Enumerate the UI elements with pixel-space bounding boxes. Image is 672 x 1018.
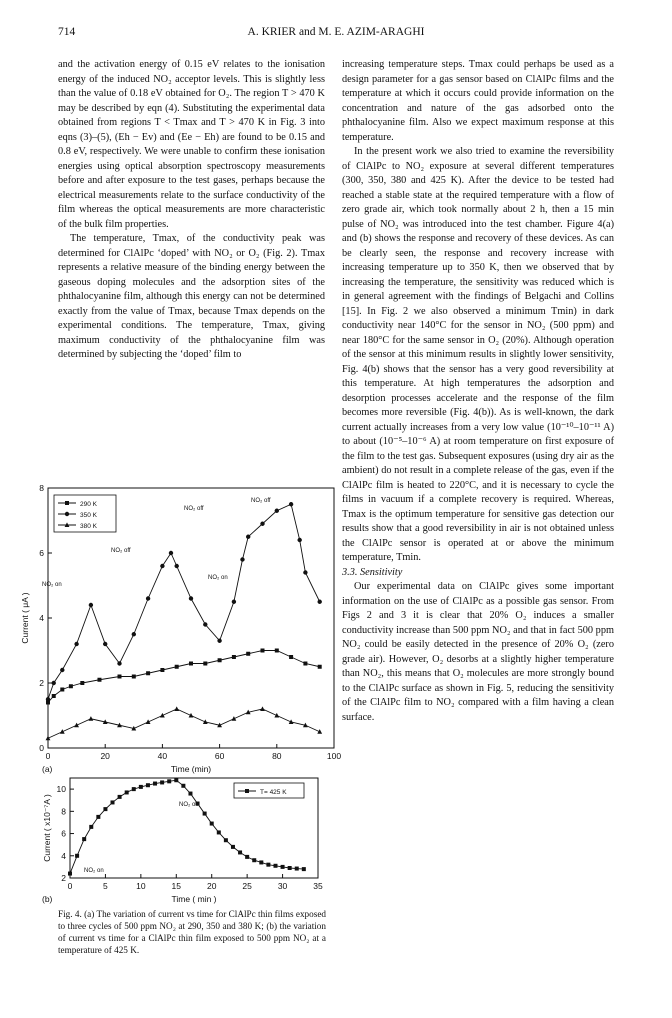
data-point <box>260 706 265 711</box>
data-point <box>46 697 50 701</box>
data-point <box>188 792 192 796</box>
data-point <box>160 564 164 568</box>
data-point <box>169 551 173 555</box>
data-point <box>231 845 235 849</box>
data-point <box>245 855 249 859</box>
data-point <box>146 783 150 787</box>
data-point <box>224 838 228 842</box>
data-point <box>69 684 73 688</box>
x-tick-label: 30 <box>277 881 288 891</box>
panel-label: (b) <box>42 894 53 904</box>
right-column <box>342 58 614 725</box>
data-point <box>82 837 86 841</box>
y-tick-label: 6 <box>39 548 44 558</box>
data-point <box>117 661 121 665</box>
data-point <box>132 787 136 791</box>
left-paragraph-2: The temperature, Tmax, of the conductivity peak was determined for ClAlPc ‘doped’ with NO₂ or O₂ (Fig. 2). Tmax represents a relative measure of the binding energy between the gaseous doping molecules and the adsorption sites of the phthalocyanine film, although this energy can not be determined exactly from the value of Tmax, because Tmax depends on the experimental conditions. The temperature, Tmax, giving maximum conductivity of the phthalocyanine film was determined by subjecting the ‘doped’ film to <box>58 233 325 360</box>
data-point <box>146 596 150 600</box>
data-point <box>74 642 78 646</box>
data-point <box>203 812 207 816</box>
data-point <box>96 815 100 819</box>
data-point <box>238 850 242 854</box>
data-point <box>89 825 93 829</box>
data-point <box>261 649 265 653</box>
data-point <box>80 681 84 685</box>
data-point <box>175 564 179 568</box>
annotation: NO₂ on <box>208 575 228 581</box>
x-tick-label: 5 <box>103 881 108 891</box>
x-tick-label: 20 <box>206 881 217 891</box>
x-axis-label: Time (min) <box>170 764 212 774</box>
right-paragraph-2: In the present work we also tried to examine the reversibility of ClAlPc to NO₂ exposure at several different temperatures (300, 350, 380 and 425 K). After the device to be tested had reached a stable state at the required temperature with a flow of zero grade air, which took normally about 2 h, then a 15 min pulse of NO₂ was introduced into the test chamber. Figure 4(a) and (b) shows the response and recovery of these devices. As can be clearly seen, the response and recovery increase with increasing temperature up to 350 K, then we observed that by increasing the temperature, the sensitivity was reduced which is in general agreement with the findings of Belgachi and Collins [15]. In Fig. 2 we also observed a minimum Tmin) in dark conductivity near 140°C for the sensor in NO₂ (500 ppm) and near 180°C for the same sensor in O₂ (20%). Although operation of the sensor at this minimum results in slightly lower sensitivity, Fig. 4(b) shows that the sensor has a very good reversibility at this temperature. At high temperatures the adsorption and desorption processes accelerate and the response of the film becomes more reversible (Fig. 4(b)). As is well-known, the dark current actually increases from a very low value (10⁻¹⁰–10⁻¹¹ A) to about (10⁻⁵–10⁻⁶ A) at room temperature on first exposure of the film to the test gas. Subsequent exposures (using dry air as the ambient) do not result in a complete release of the gas, even if the ClAlPc film is heated to 220°C, and it is necessary to cycle the films in vacuum if a complete recovery is required. Whereas, Tmax is the optimum temperature for sensitive gas detection our results show that a good reversibility in air is not obtained unless the ClAlPc sensor is operated at or above the minimum temperature, Tmin. <box>342 146 614 563</box>
y-tick-label: 2 <box>61 873 66 883</box>
data-point <box>174 778 178 782</box>
left-column <box>58 58 325 363</box>
legend-marker <box>65 501 69 505</box>
data-point <box>125 790 129 794</box>
legend-label: 290 K <box>80 501 97 508</box>
data-point <box>189 596 193 600</box>
data-point <box>260 522 264 526</box>
x-tick-label: 60 <box>214 751 225 761</box>
legend-label: 350 K <box>80 512 97 519</box>
data-point <box>232 655 236 659</box>
x-tick-label: 35 <box>313 881 323 891</box>
data-point <box>275 649 279 653</box>
data-point <box>68 872 72 876</box>
annotation: NO₂ on <box>42 582 62 588</box>
data-point <box>210 822 214 826</box>
data-point <box>132 675 136 679</box>
annotation: NO₂ off <box>111 548 131 554</box>
annotation: NO₂ on <box>84 868 104 874</box>
data-point <box>246 535 250 539</box>
data-point <box>160 780 164 784</box>
legend-label: 380 K <box>80 523 97 530</box>
series-line <box>48 709 320 738</box>
x-tick-label: 0 <box>45 751 51 761</box>
data-point <box>240 557 244 561</box>
series-line <box>48 651 320 703</box>
series-line <box>48 504 320 699</box>
data-point <box>52 694 56 698</box>
data-point <box>303 570 307 574</box>
x-axis-label: Time ( min ) <box>171 894 217 904</box>
data-point <box>103 807 107 811</box>
x-tick-label: 40 <box>157 751 168 761</box>
x-tick-label: 100 <box>326 751 342 761</box>
data-point <box>203 662 207 666</box>
data-point <box>217 830 221 834</box>
data-point <box>146 671 150 675</box>
data-point <box>303 662 307 666</box>
figure-4a-plot <box>20 482 342 774</box>
annotation: NO₂ off <box>251 498 271 504</box>
data-point <box>232 600 236 604</box>
right-paragraph-1: increasing temperature steps. Tmax could perhaps be used as a design parameter for a gas sensor based on ClAlPc films and the temperature at which it occurs could provide information on the concentration and nature of the gas adsorbed onto the phthalocyanine film. Also we expect maximum response at this temperature. <box>342 59 614 143</box>
data-point <box>111 800 115 804</box>
data-point <box>246 652 250 656</box>
data-point <box>318 600 322 604</box>
data-point <box>60 668 64 672</box>
x-tick-label: 10 <box>136 881 146 891</box>
x-tick-label: 25 <box>242 881 252 891</box>
data-point <box>174 706 179 711</box>
x-tick-label: 0 <box>67 881 73 891</box>
data-point <box>160 668 164 672</box>
x-tick-label: 80 <box>272 751 282 761</box>
y-tick-label: 8 <box>61 806 66 817</box>
data-point <box>103 642 107 646</box>
y-tick-label: 2 <box>39 678 44 688</box>
y-tick-label: 4 <box>61 850 66 861</box>
left-paragraph-1: and the activation energy of 0.15 eV relates to the ionisation energy of the induced NO₂ acceptor levels. This is slightly less than the value of 0.18 eV obtained for O₂. The region T > 470 K may be described by eqn (4). Substituting the experimental data obtained from regions T < Tmax and T > 470 K in Fig. 3 into eqns (3)–(5), (Eh − Ev) and (Ee − Eh) are found to be 0.15 and 0.8 eV, respectively. We were unable to confirm these ionisation energies using optical absorption spectroscopy measurements before and after exposure to the test gases, perhaps because the electrical measurements relate to the surface conductivity of the film whereas the optical measurements are more characteristic of the bulk film properties. <box>58 59 325 230</box>
data-point <box>132 632 136 636</box>
data-point <box>273 864 277 868</box>
data-point <box>297 538 301 542</box>
data-point <box>89 603 93 607</box>
data-point <box>266 863 270 867</box>
data-point <box>181 784 185 788</box>
annotation: NO₂ off <box>184 506 204 512</box>
data-point <box>203 622 207 626</box>
data-point <box>302 867 306 871</box>
data-point <box>52 681 56 685</box>
figure-4b <box>34 778 334 1018</box>
data-point <box>153 782 157 786</box>
data-point <box>275 509 279 513</box>
data-point <box>281 865 285 869</box>
data-point <box>75 854 79 858</box>
data-point <box>139 785 143 789</box>
figure-4a <box>20 482 342 774</box>
data-point <box>89 716 94 721</box>
data-point <box>259 860 263 864</box>
data-point <box>318 665 322 669</box>
legend-label: T= 425 K <box>260 789 287 796</box>
data-point <box>217 639 221 643</box>
data-point <box>118 795 122 799</box>
figure-4b-plot <box>34 778 334 903</box>
y-tick-label: 4 <box>39 613 44 623</box>
data-point <box>252 858 256 862</box>
y-axis-label: Current ( μA ) <box>20 592 30 644</box>
y-tick-label: 10 <box>56 784 66 795</box>
x-tick-label: 20 <box>100 751 110 761</box>
data-point <box>175 665 179 669</box>
data-point <box>288 866 292 870</box>
figure-caption: Fig. 4. (a) The variation of current vs time for ClAlPc thin films exposed to three cycles of 500 ppm NO₂ at 290, 350 and 380 K; (b) the variation of current vs time for a ClAlPc thin film exposed to 500 ppm NO₂ at a temperature of 425 K. <box>58 909 326 955</box>
section-title: 3.3. Sensitivity <box>342 566 403 578</box>
data-point <box>289 655 293 659</box>
data-point <box>118 675 122 679</box>
right-paragraph-3: Our experimental data on ClAlPc gives some important information on the use of ClAlPc as a possible gas sensor. From Figs 2 and 3 it is clear that 20% O₂ induces a smaller conductivity increase than 500 ppm NO₂ and that in fact 500 ppm NO₂ could be easily detected in the presence of 20% O₂ (zero grade air). However, O₂ desorbs at a slightly higher temperature than NO₂, this means that O₂ molecules are more strongly bound to the ClAlPc surface as shown in Fig. 5, reducing the sensitivity of the ClAlPc film to NO₂ compared with a film having a clean surface. <box>342 581 614 723</box>
data-point <box>189 662 193 666</box>
running-head-authors: A. KRIER and M. E. AZIM-ARAGHI <box>247 26 425 38</box>
data-point <box>218 658 222 662</box>
x-tick-label: 15 <box>171 881 182 891</box>
y-tick-label: 8 <box>39 483 44 493</box>
legend-marker <box>65 512 69 516</box>
page-number: 714 <box>58 26 76 38</box>
y-axis-label: Current ( x10⁻⁷A ) <box>42 794 52 862</box>
panel-label: (a) <box>42 764 53 774</box>
page-header <box>58 26 614 42</box>
y-tick-label: 0 <box>39 743 44 753</box>
legend-marker <box>245 789 249 793</box>
y-tick-label: 6 <box>61 828 66 839</box>
data-point <box>60 688 64 692</box>
data-point <box>295 867 299 871</box>
data-point <box>289 502 293 506</box>
annotation: NO₂ off <box>179 802 199 808</box>
data-point <box>167 779 171 783</box>
data-point <box>97 678 101 682</box>
